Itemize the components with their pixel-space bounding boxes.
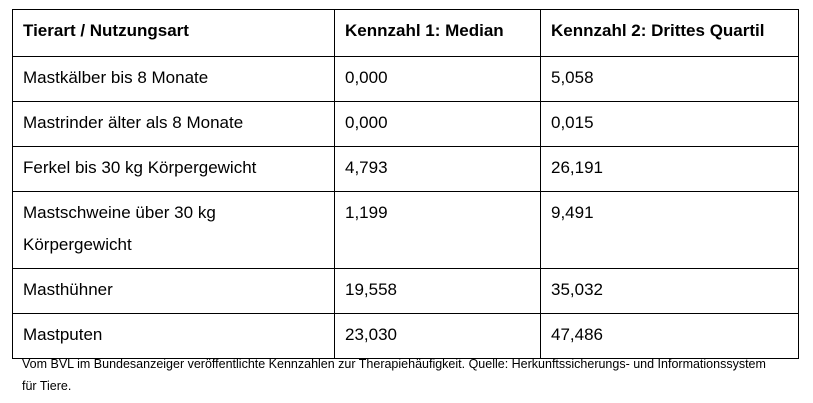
cell-third-quartile: 5,058 [541, 57, 799, 102]
table-row [13, 57, 799, 102]
cell-third-quartile: 47,486 [541, 314, 799, 359]
cell-third-quartile: 9,491 [541, 192, 799, 269]
cell-median: 23,030 [335, 314, 541, 359]
cell-median: 19,558 [335, 269, 541, 314]
table-row [13, 314, 799, 359]
cell-median: 4,793 [335, 147, 541, 192]
cell-animal-type: Masthühner [13, 269, 335, 314]
cell-animal-type: Mastputen [13, 314, 335, 359]
column-header-median: Kennzahl 1: Median [335, 10, 541, 57]
table-header-row [13, 10, 799, 57]
table-row [13, 192, 799, 269]
column-header-third-quartile: Kennzahl 2: Drittes Quartil [541, 10, 799, 57]
cell-animal-type: Ferkel bis 30 kg Körpergewicht [13, 147, 335, 192]
cell-animal-type: Mastrinder älter als 8 Monate [13, 102, 335, 147]
table-caption: Vom BVL im Bundesanzeiger veröffentlichte Kennzahlen zur Therapiehäufigkeit. Quelle: Herkunftssicherungs- und Informationssystem für Tiere. [22, 357, 766, 393]
table-row [13, 147, 799, 192]
cell-third-quartile: 0,015 [541, 102, 799, 147]
data-table-container [12, 9, 798, 359]
cell-third-quartile: 35,032 [541, 269, 799, 314]
cell-animal-type: Mastkälber bis 8 Monate [13, 57, 335, 102]
cell-third-quartile: 26,191 [541, 147, 799, 192]
therapy-frequency-table [12, 9, 799, 359]
cell-median: 0,000 [335, 102, 541, 147]
column-header-animal-type: Tierart / Nutzungsart [13, 10, 335, 57]
table-row [13, 102, 799, 147]
cell-median: 1,199 [335, 192, 541, 269]
cell-median: 0,000 [335, 57, 541, 102]
cell-animal-type: Mastschweine über 30 kg Körpergewicht [13, 192, 335, 269]
table-row [13, 269, 799, 314]
